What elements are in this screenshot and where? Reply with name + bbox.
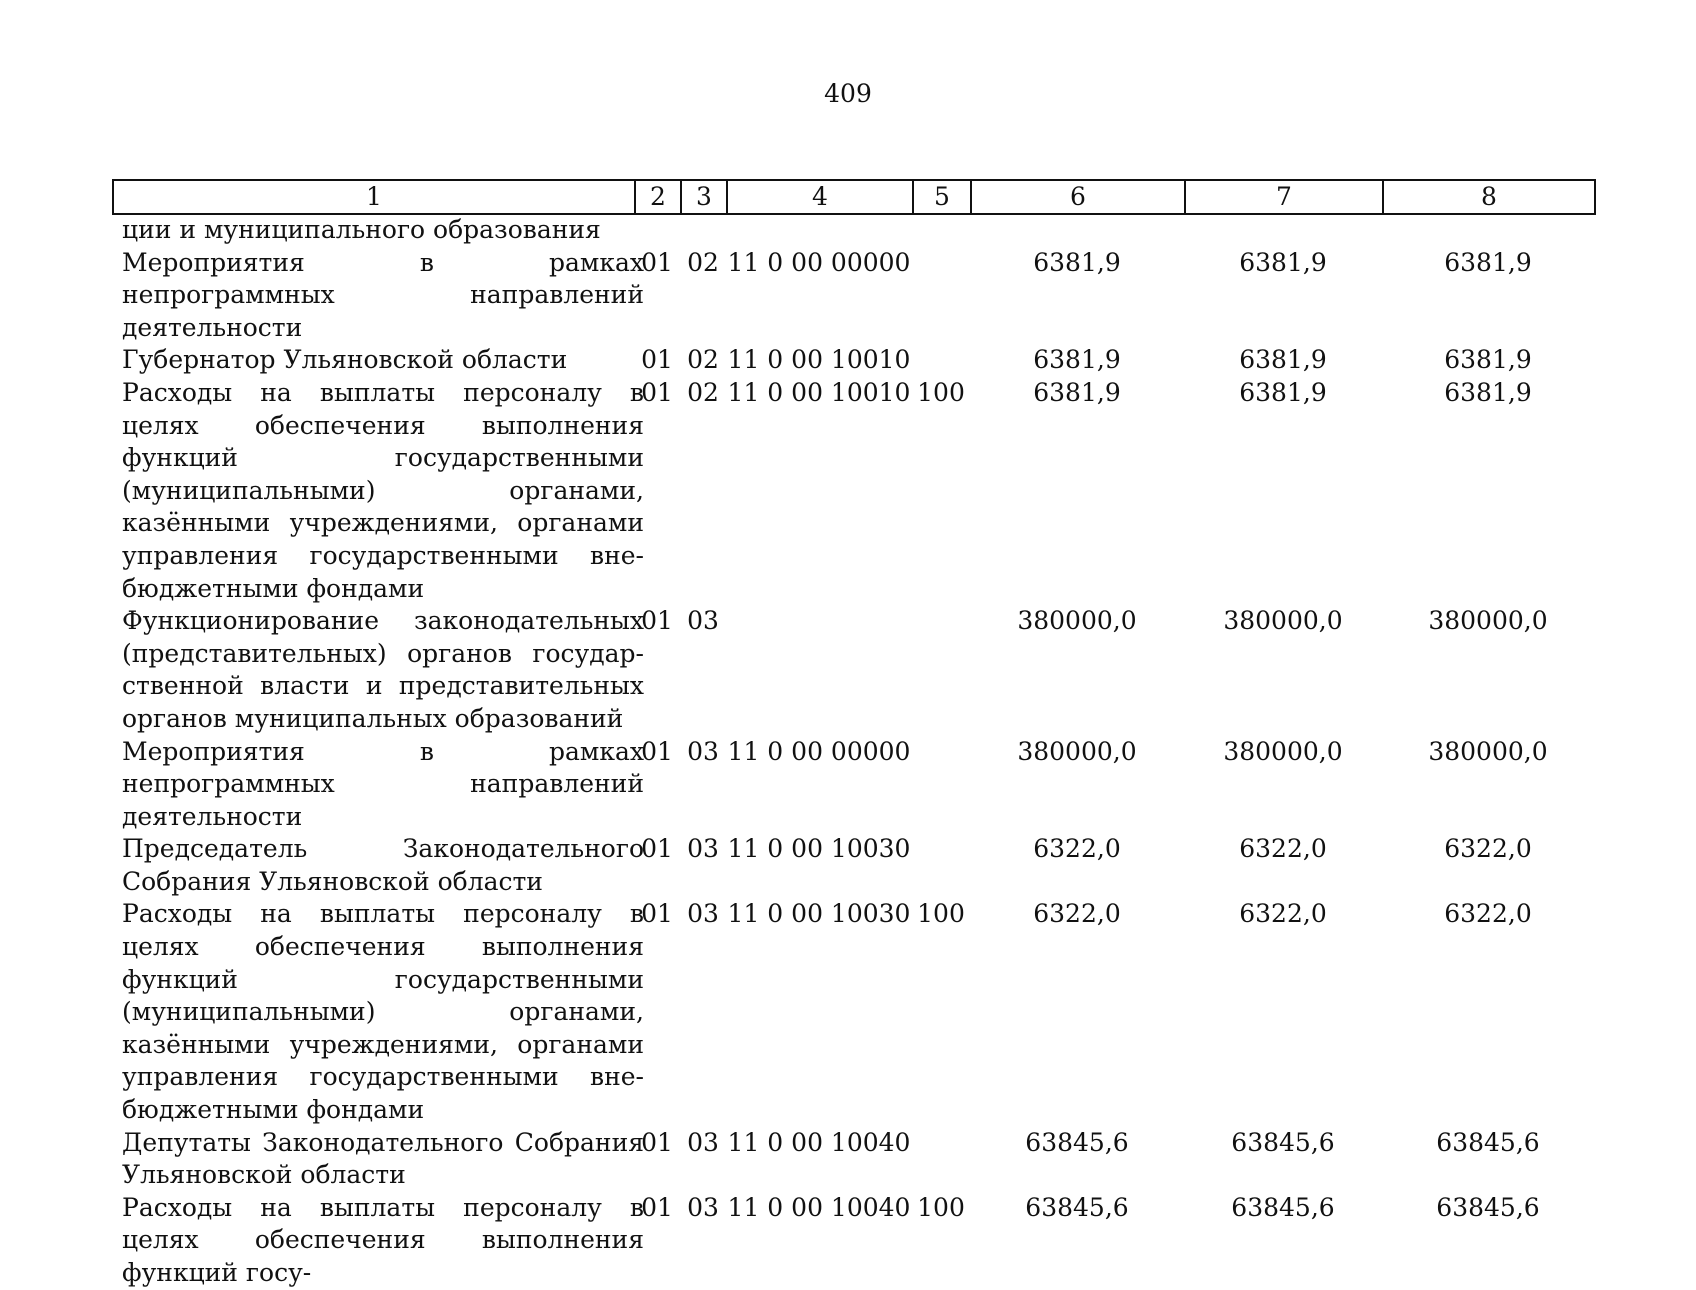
row-amount-col8: 63845,6 <box>1436 1192 1540 1222</box>
row-description: Функционирование законодательных (представительных) органов государственной власти и представительных органов муниципальных образований <box>122 606 644 733</box>
row-expense-type-code: 100 <box>917 1192 965 1222</box>
row-expense-type-code: 100 <box>917 899 965 929</box>
row-amount-col6: 6381,9 <box>1033 377 1121 407</box>
row-section-code: 01 <box>641 1192 673 1222</box>
column-header-4: 4 <box>727 180 913 214</box>
row-amount-col6: 6322,0 <box>1033 834 1121 864</box>
row-amount-col8: 380000,0 <box>1428 606 1548 636</box>
row-amount-col8: 6381,9 <box>1444 247 1532 277</box>
column-header-row <box>113 180 1595 214</box>
column-header-table <box>112 179 1596 215</box>
row-amount-col8: 6322,0 <box>1444 899 1532 929</box>
row-amount-col8: 6322,0 <box>1444 834 1532 864</box>
row-description: Мероприятия в рамках непрограммных направлений деятельности <box>122 736 644 831</box>
row-target-article-code: 11 0 00 10010 <box>727 377 911 407</box>
row-amount-col8: 380000,0 <box>1428 736 1548 766</box>
table-row <box>112 1127 1594 1192</box>
column-header-2: 2 <box>635 180 681 214</box>
row-subsection-code: 02 <box>687 247 719 277</box>
table-row <box>112 833 1594 898</box>
row-description: Мероприятия в рамках непрограммных направлений деятельности <box>122 247 644 342</box>
table-row <box>112 1192 1594 1290</box>
row-subsection-code: 03 <box>687 606 719 636</box>
row-amount-col8: 6381,9 <box>1444 377 1532 407</box>
row-subsection-code: 02 <box>687 345 719 375</box>
row-amount-col7: 6381,9 <box>1239 377 1327 407</box>
column-header-6: 6 <box>971 180 1185 214</box>
table-row <box>112 377 1594 605</box>
row-subsection-code: 02 <box>687 377 719 407</box>
table-row <box>112 898 1594 1126</box>
row-description: Губернатор Ульяновской области <box>122 345 568 375</box>
row-target-article-code: 11 0 00 10040 <box>727 1127 911 1157</box>
row-description: Расходы на выплаты персоналу в целях обеспечения выполнения функций госу- <box>122 1192 644 1287</box>
column-header-3: 3 <box>681 180 727 214</box>
row-amount-col6: 380000,0 <box>1017 736 1137 766</box>
row-amount-col7: 63845,6 <box>1231 1192 1335 1222</box>
budget-table-body <box>112 214 1594 1290</box>
row-amount-col7: 6322,0 <box>1239 834 1327 864</box>
row-amount-col6: 63845,6 <box>1025 1127 1129 1157</box>
row-expense-type-code: 100 <box>917 377 965 407</box>
row-amount-col7: 380000,0 <box>1223 606 1343 636</box>
table-row <box>112 214 1594 247</box>
row-amount-col6: 6322,0 <box>1033 899 1121 929</box>
row-section-code: 01 <box>641 736 673 766</box>
row-amount-col6: 380000,0 <box>1017 606 1137 636</box>
row-description: Расходы на выплаты персоналу в целях обеспечения выполнения функций государственными (муниципальными) органами, казёнными учреждениями, органами управления государственными внебюджетными фондами <box>122 899 644 1125</box>
row-section-code: 01 <box>641 345 673 375</box>
row-section-code: 01 <box>641 899 673 929</box>
row-amount-col6: 63845,6 <box>1025 1192 1129 1222</box>
row-amount-col6: 6381,9 <box>1033 345 1121 375</box>
row-target-article-code: 11 0 00 10040 <box>727 1192 911 1222</box>
row-subsection-code: 03 <box>687 834 719 864</box>
row-amount-col7: 6322,0 <box>1239 899 1327 929</box>
row-subsection-code: 03 <box>687 1127 719 1157</box>
row-amount-col7: 6381,9 <box>1239 247 1327 277</box>
row-amount-col8: 6381,9 <box>1444 345 1532 375</box>
row-description: ции и муниципального образования <box>122 215 601 244</box>
row-target-article-code: 11 0 00 10030 <box>727 899 911 929</box>
row-section-code: 01 <box>641 377 673 407</box>
row-section-code: 01 <box>641 1127 673 1157</box>
row-target-article-code: 11 0 00 10030 <box>727 834 911 864</box>
row-section-code: 01 <box>641 247 673 277</box>
row-amount-col6: 6381,9 <box>1033 247 1121 277</box>
row-amount-col7: 380000,0 <box>1223 736 1343 766</box>
column-header-5: 5 <box>913 180 971 214</box>
row-amount-col7: 6381,9 <box>1239 345 1327 375</box>
row-section-code: 01 <box>641 834 673 864</box>
table-row <box>112 344 1594 377</box>
row-section-code: 01 <box>641 606 673 636</box>
row-description: Председатель Законодательного Собрания Ульяновской области <box>122 834 644 896</box>
row-subsection-code: 03 <box>687 899 719 929</box>
row-description: Расходы на выплаты персоналу в целях обеспечения выполнения функций государственными (муниципальными) органами, казёнными учреждениями, органами управления государственными внебюджетными фондами <box>122 377 644 603</box>
row-target-article-code: 11 0 00 10010 <box>727 345 911 375</box>
page-number: 409 <box>824 79 872 108</box>
row-description: Депутаты Законодательного Собрания Ульяновской области <box>122 1127 644 1190</box>
table-row <box>112 605 1594 735</box>
row-amount-col7: 63845,6 <box>1231 1127 1335 1157</box>
row-subsection-code: 03 <box>687 736 719 766</box>
table-row <box>112 736 1594 834</box>
row-target-article-code: 11 0 00 00000 <box>727 247 911 277</box>
column-header-7: 7 <box>1185 180 1383 214</box>
row-subsection-code: 03 <box>687 1192 719 1222</box>
row-target-article-code: 11 0 00 00000 <box>727 736 911 766</box>
table-row <box>112 247 1594 345</box>
column-header-1: 1 <box>113 180 635 214</box>
column-header-8: 8 <box>1383 180 1595 214</box>
row-amount-col8: 63845,6 <box>1436 1127 1540 1157</box>
